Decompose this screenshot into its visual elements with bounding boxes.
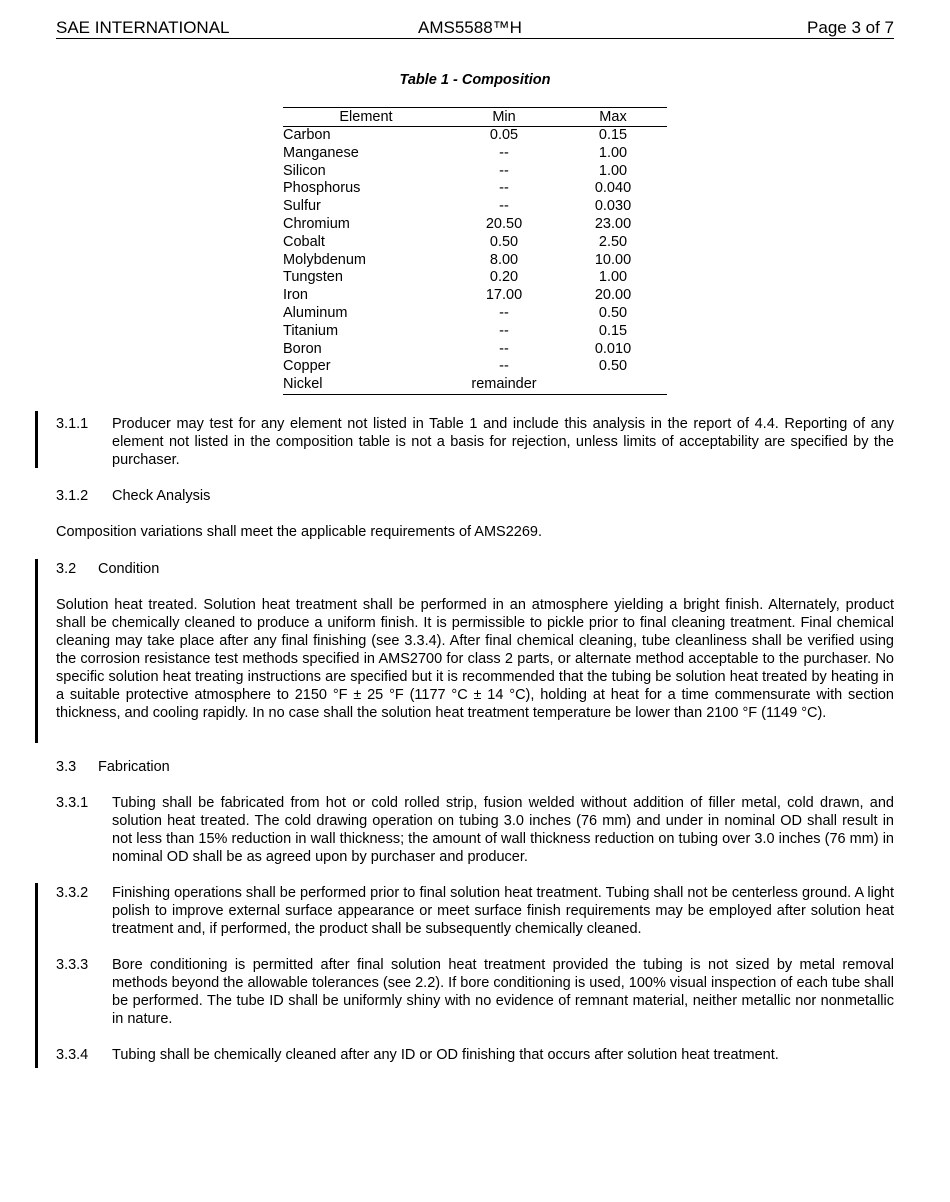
min-cell: 0.50 — [489, 233, 519, 250]
max-cell: 2.50 — [598, 233, 628, 250]
element-cell: Nickel — [283, 376, 449, 394]
section-3-3-heading — [56, 758, 170, 776]
table-row — [283, 358, 667, 376]
min-cell: -- — [499, 198, 509, 215]
header-document-id: AMS5588™H — [418, 18, 522, 37]
max-cell: 0.50 — [598, 358, 628, 375]
min-cell: -- — [499, 322, 509, 339]
min-cell: -- — [499, 340, 509, 357]
min-cell: -- — [499, 162, 509, 179]
change-bar — [35, 559, 38, 743]
max-cell: 1.00 — [598, 162, 628, 179]
table-body — [283, 127, 667, 395]
column-header: Max — [559, 108, 667, 127]
table-row — [283, 269, 667, 287]
min-cell: 0.20 — [489, 269, 519, 286]
table-row — [283, 180, 667, 198]
table-title: Table 1 - Composition — [399, 72, 551, 88]
section-number: 3.3.2 — [56, 885, 89, 901]
max-cell — [559, 376, 667, 394]
min-cell: 17.00 — [485, 287, 523, 304]
min-cell: -- — [499, 180, 509, 197]
table-row — [283, 287, 667, 305]
max-cell: 0.040 — [594, 180, 632, 197]
section-3-3-3 — [56, 956, 894, 1028]
change-bar — [35, 411, 38, 468]
section-number: 3.3.1 — [56, 795, 89, 811]
section-text: Finishing operations shall be performed prior to final solution heat treatment. Tubing shall not be centerless ground. A light polish to improve external surface appearance or meet surface finish requirements may be employed after solution heat treatment and, if performed, the product shall be subsequently chemically cleaned. — [112, 885, 894, 937]
header-page-number: Page 3 of 7 — [807, 18, 894, 37]
element-cell: Tungsten — [283, 269, 343, 286]
section-3-2-heading — [56, 560, 159, 578]
element-cell: Chromium — [283, 215, 350, 232]
condition-text: Solution heat treated. Solution heat treatment shall be performed in an atmosphere yielding a bright finish. Alternately, product shall be chemically cleaned to produce a uniform finish. It is permissible to pickle prior to final cleaning treatment. Final chemical cleaning may take place after any final finishing (see 3.3.4). After final chemical cleaning, tube cleanliness shall be verified using the corrosion resistance test methods specified in AMS2700 for class 2 parts, or alternate method acceptable to the purchaser. No specific solution heat treating instructions are specified but it is recommended that the tubing be solution heat treated by heating in a suitable protective atmosphere to 2150 °F ± 25 °F (1177 °C ± 14 °C), holding at heat for a time commensurate with section thickness, and cooling rapidly. In no case shall the solution heat treatment temperature be lower than 2100 °F (1149 °C). — [56, 597, 894, 721]
max-cell: 1.00 — [598, 269, 628, 286]
min-cell: -- — [499, 144, 509, 161]
composition-table — [283, 107, 667, 395]
min-cell: 20.50 — [485, 215, 523, 232]
section-number: 3.3.4 — [56, 1047, 89, 1063]
max-cell: 0.010 — [594, 340, 632, 357]
max-cell: 23.00 — [594, 215, 632, 232]
section-number: 3.1.2 — [56, 488, 89, 504]
max-cell: 0.030 — [594, 198, 632, 215]
section-title: Check Analysis — [112, 488, 211, 504]
section-3-3-4 — [56, 1046, 894, 1064]
table-row — [283, 198, 667, 216]
table-row — [283, 234, 667, 252]
section-number: 3.3.3 — [56, 957, 89, 973]
section-number: 3.2 — [56, 561, 77, 577]
element-cell: Sulfur — [283, 198, 321, 215]
table-row — [283, 216, 667, 234]
section-3-3-2 — [56, 884, 894, 938]
min-cell: 0.05 — [489, 127, 519, 143]
element-cell: Carbon — [283, 127, 331, 143]
table-row — [283, 376, 667, 394]
section-title: Condition — [98, 561, 160, 577]
section-text: Tubing shall be chemically cleaned after any ID or OD finishing that occurs after solution heat treatment. — [112, 1047, 779, 1063]
section-text: Producer may test for any element not listed in Table 1 and include this analysis in the report of 4.4. Reporting of any element not listed in the composition table is not a basis for rejection, unless limits of acceptability are specified by the purchaser. — [112, 416, 894, 468]
section-text: Tubing shall be fabricated from hot or cold rolled strip, fusion welded without addition of filler metal, cold drawn, and solution heat treated. The cold drawing operation on tubing 3.0 inches (76 mm) and under in nominal OD shall result in not less than 15% reduction in wall thickness; the amount of wall thickness reduction on tubing over 3.0 inches (76 mm) in nominal OD shall be as agreed upon by purchaser and producer. — [112, 795, 894, 865]
element-cell: Titanium — [283, 322, 339, 339]
element-cell: Iron — [283, 287, 308, 304]
table-row — [283, 305, 667, 323]
max-cell: 10.00 — [594, 251, 632, 268]
min-cell: -- — [499, 304, 509, 321]
section-3-1-1 — [56, 415, 894, 469]
section-3-1-2-heading — [56, 487, 210, 505]
max-cell: 0.50 — [598, 304, 628, 321]
page-header — [56, 18, 894, 39]
element-cell: Boron — [283, 340, 322, 357]
section-number: 3.3 — [56, 759, 77, 775]
min-cell: remainder — [449, 376, 559, 394]
min-cell: 8.00 — [489, 251, 519, 268]
element-cell: Aluminum — [283, 304, 348, 321]
header-organization: SAE INTERNATIONAL — [56, 18, 230, 37]
element-cell: Silicon — [283, 162, 326, 179]
max-cell: 1.00 — [598, 144, 628, 161]
element-cell: Manganese — [283, 144, 359, 161]
table-row — [283, 145, 667, 163]
max-cell: 20.00 — [594, 287, 632, 304]
element-cell: Phosphorus — [283, 180, 361, 197]
section-3-3-1 — [56, 794, 894, 866]
section-number: 3.1.1 — [56, 416, 89, 432]
element-cell: Copper — [283, 358, 331, 375]
min-cell: -- — [499, 358, 509, 375]
table-row — [283, 127, 667, 145]
column-header: Element — [283, 108, 449, 127]
table-row — [283, 252, 667, 270]
change-bar — [35, 883, 38, 1068]
table-row — [283, 341, 667, 359]
element-cell: Molybdenum — [283, 251, 367, 268]
column-header: Min — [449, 108, 559, 127]
section-text: Bore conditioning is permitted after final solution heat treatment provided the tubing is not sized by metal removal methods beyond the allowable tolerances (see 2.2). If bore conditioning is used, 100% visual inspection of each tube shall be performed. The tube ID shall be uniformly shiny with no evidence of remnant material, neither metallic nor nonmetallic in nature. — [112, 957, 894, 1027]
max-cell: 0.15 — [598, 322, 628, 339]
section-title: Fabrication — [98, 759, 170, 775]
element-cell: Cobalt — [283, 233, 325, 250]
table-header-row — [283, 108, 667, 127]
table-row — [283, 323, 667, 341]
max-cell: 0.15 — [598, 127, 628, 143]
table-row — [283, 163, 667, 181]
check-analysis-text: Composition variations shall meet the applicable requirements of AMS2269. — [56, 524, 543, 540]
